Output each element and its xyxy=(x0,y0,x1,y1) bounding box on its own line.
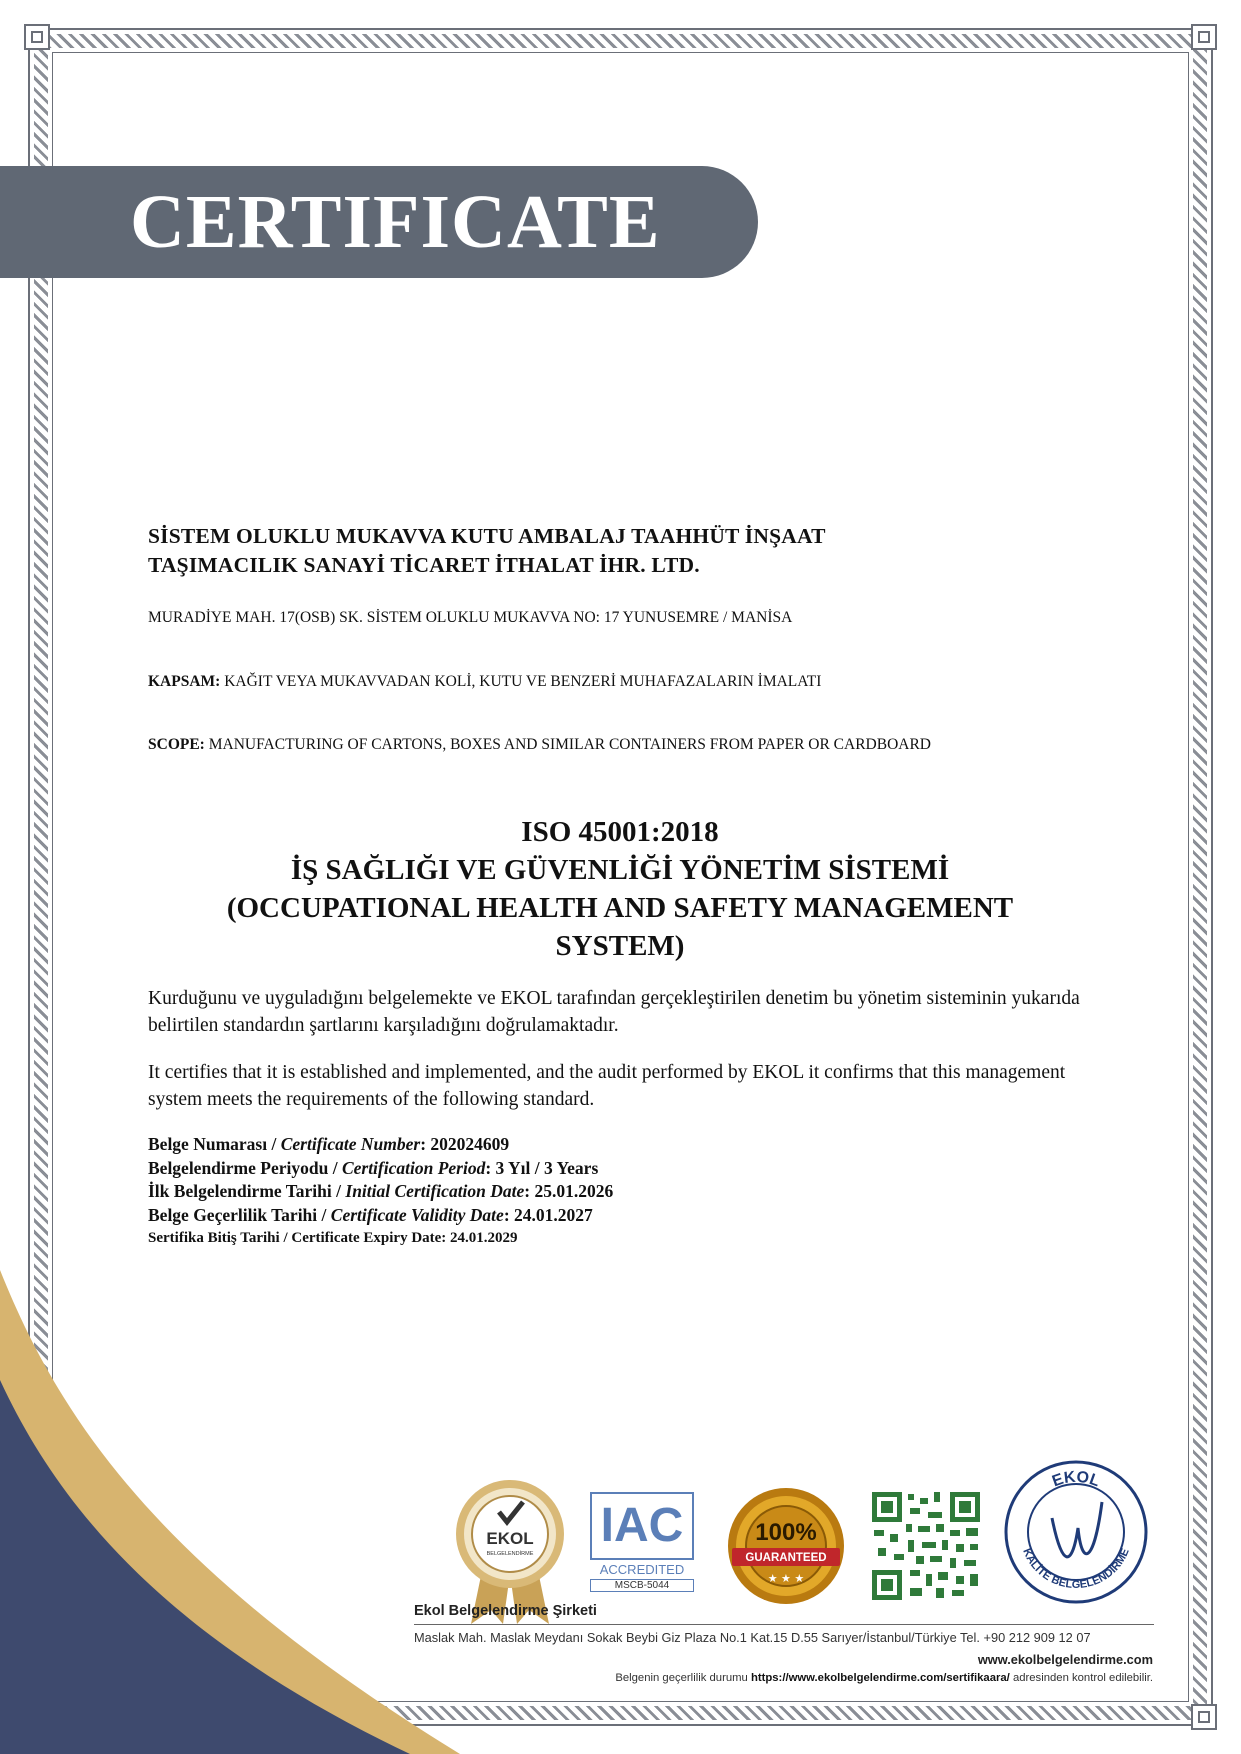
scope-tr-label: KAPSAM: xyxy=(148,673,221,690)
standard-name-en-line1: (OCCUPATIONAL HEALTH AND SAFETY MANAGEMENT xyxy=(226,892,1014,924)
footer-divider xyxy=(414,1624,1154,1625)
issuer-website-link[interactable]: www.ekolbelgelendirme.com xyxy=(977,1652,1153,1667)
svg-text:EKOL: EKOL xyxy=(1050,1468,1103,1491)
scope-english xyxy=(148,735,1048,755)
standard-code: ISO 45001:2018 xyxy=(521,816,719,848)
frame-corner-icon xyxy=(24,24,50,50)
initial-value: : 25.01.2026 xyxy=(524,1181,614,1201)
statement-english: It certifies that it is established and implemented, and the audit performed by EKOL it confirms that this management system meets the requirements of the following standard. xyxy=(148,1062,1066,1110)
qr-code-icon[interactable] xyxy=(870,1490,982,1602)
validity-check-note xyxy=(615,1672,1153,1684)
scope-en-text: MANUFACTURING OF CARTONS, BOXES AND SIMILAR CONTAINERS FROM PAPER OR CARDBOARD xyxy=(204,736,932,753)
issuer-name: Ekol Belgelendirme Şirketi xyxy=(414,1603,597,1619)
standard-name-en-line2: SYSTEM) xyxy=(555,930,685,962)
svg-text:BELGELENDİRME: BELGELENDİRME xyxy=(486,1551,534,1557)
scope-en-label: SCOPE: xyxy=(148,736,205,753)
certificate-number-label-tr: Belge Numarası / xyxy=(148,1134,281,1154)
scope-turkish xyxy=(148,673,1088,691)
guarantee-seal-icon xyxy=(726,1486,846,1606)
certificate-details xyxy=(148,1133,1088,1251)
svg-text:★ ★ ★: ★ ★ ★ xyxy=(767,1572,805,1585)
iac-accredited-text: ACCREDITED xyxy=(599,1562,685,1577)
svg-text:EKOL: EKOL xyxy=(486,1529,534,1548)
initial-label-tr: İlk Belgelendirme Tarihi / xyxy=(148,1181,346,1201)
certificate-number-label-en: Certificate Number xyxy=(280,1134,421,1154)
company-name xyxy=(148,522,1088,580)
period-value: : 3 Yıl / 3 Years xyxy=(485,1157,599,1178)
validity-url-link[interactable]: https://www.ekolbelgelendirme.com/sertifikaara/ xyxy=(750,1672,1010,1684)
iac-accredited-icon xyxy=(590,1492,702,1604)
frame-corner-icon xyxy=(1191,1704,1217,1730)
validity-label-en: Certificate Validity Date xyxy=(330,1204,504,1225)
certificate-number-row xyxy=(148,1133,1088,1157)
scope-tr-text: KAĞIT VEYA MUKAVVADAN KOLİ, KUTU VE BENZERİ MUHAFAZALARIN İMALATI xyxy=(220,673,822,690)
ekol-round-stamp-icon xyxy=(1002,1458,1150,1606)
statement-turkish: Kurduğunu ve uyguladığını belgelemekte ve EKOL tarafından gerçekleştirilen denetim bu yönetim sisteminin yukarıda belirtilen standardın şartlarını karşıladığını doğrulamaktadır. xyxy=(148,988,1080,1036)
validity-value: : 24.01.2027 xyxy=(503,1204,593,1225)
svg-text:KALİTE BELGELENDİRME: KALİTE BELGELENDİRME xyxy=(1020,1546,1132,1592)
certification-period-row xyxy=(148,1157,1088,1181)
accreditation-logos xyxy=(0,1468,1241,1628)
initial-date-row xyxy=(148,1180,1088,1204)
company-name-line1: SİSTEM OLUKLU MUKAVVA KUTU AMBALAJ TAAHHÜT İNŞAAT xyxy=(148,524,826,548)
company-address: MURADİYE MAH. 17(OSB) SK. SİSTEM OLUKLU MUKAVVA NO: 17 YUNUSEMRE / MANİSA xyxy=(148,609,793,626)
standard-name-tr: İŞ SAĞLIĞI VE GÜVENLİĞİ YÖNETİM SİSTEMİ xyxy=(290,854,950,886)
iac-text: IAC xyxy=(590,1492,694,1560)
period-label-en: Certification Period xyxy=(341,1157,486,1178)
frame-corner-icon xyxy=(1191,24,1217,50)
standard-heading xyxy=(150,813,1090,965)
company-name-line2: TAŞIMACILIK SANAYİ TİCARET İTHALAT İHR. LTD. xyxy=(148,553,700,577)
certificate-banner xyxy=(0,166,758,278)
validity-prefix: Belgenin geçerlilik durumu xyxy=(615,1672,751,1684)
validity-date-row xyxy=(148,1204,1088,1228)
svg-text:GUARANTEED: GUARANTEED xyxy=(745,1552,827,1564)
period-label-tr: Belgelendirme Periyodu / xyxy=(148,1157,342,1178)
initial-label-en: Initial Certification Date xyxy=(345,1181,525,1201)
validity-label-tr: Belge Geçerlilik Tarihi / xyxy=(148,1204,331,1225)
validity-suffix: adresinden kontrol edilebilir. xyxy=(1009,1672,1153,1684)
page-title: CERTIFICATE xyxy=(130,180,661,264)
expiry-date-row: Sertifika Bitiş Tarihi / Certificate Expiry Date: 24.01.2029 xyxy=(148,1230,518,1246)
svg-text:100%: 100% xyxy=(755,1519,817,1546)
certificate-number-value: : 202024609 xyxy=(420,1134,510,1154)
iac-code: MSCB-5044 xyxy=(590,1579,694,1592)
issuer-address: Maslak Mah. Maslak Meydanı Sokak Beybi Giz Plaza No.1 Kat.15 D.55 Sarıyer/İstanbul/Türkiye Tel. +90 212 909 12 07 xyxy=(414,1630,1091,1645)
